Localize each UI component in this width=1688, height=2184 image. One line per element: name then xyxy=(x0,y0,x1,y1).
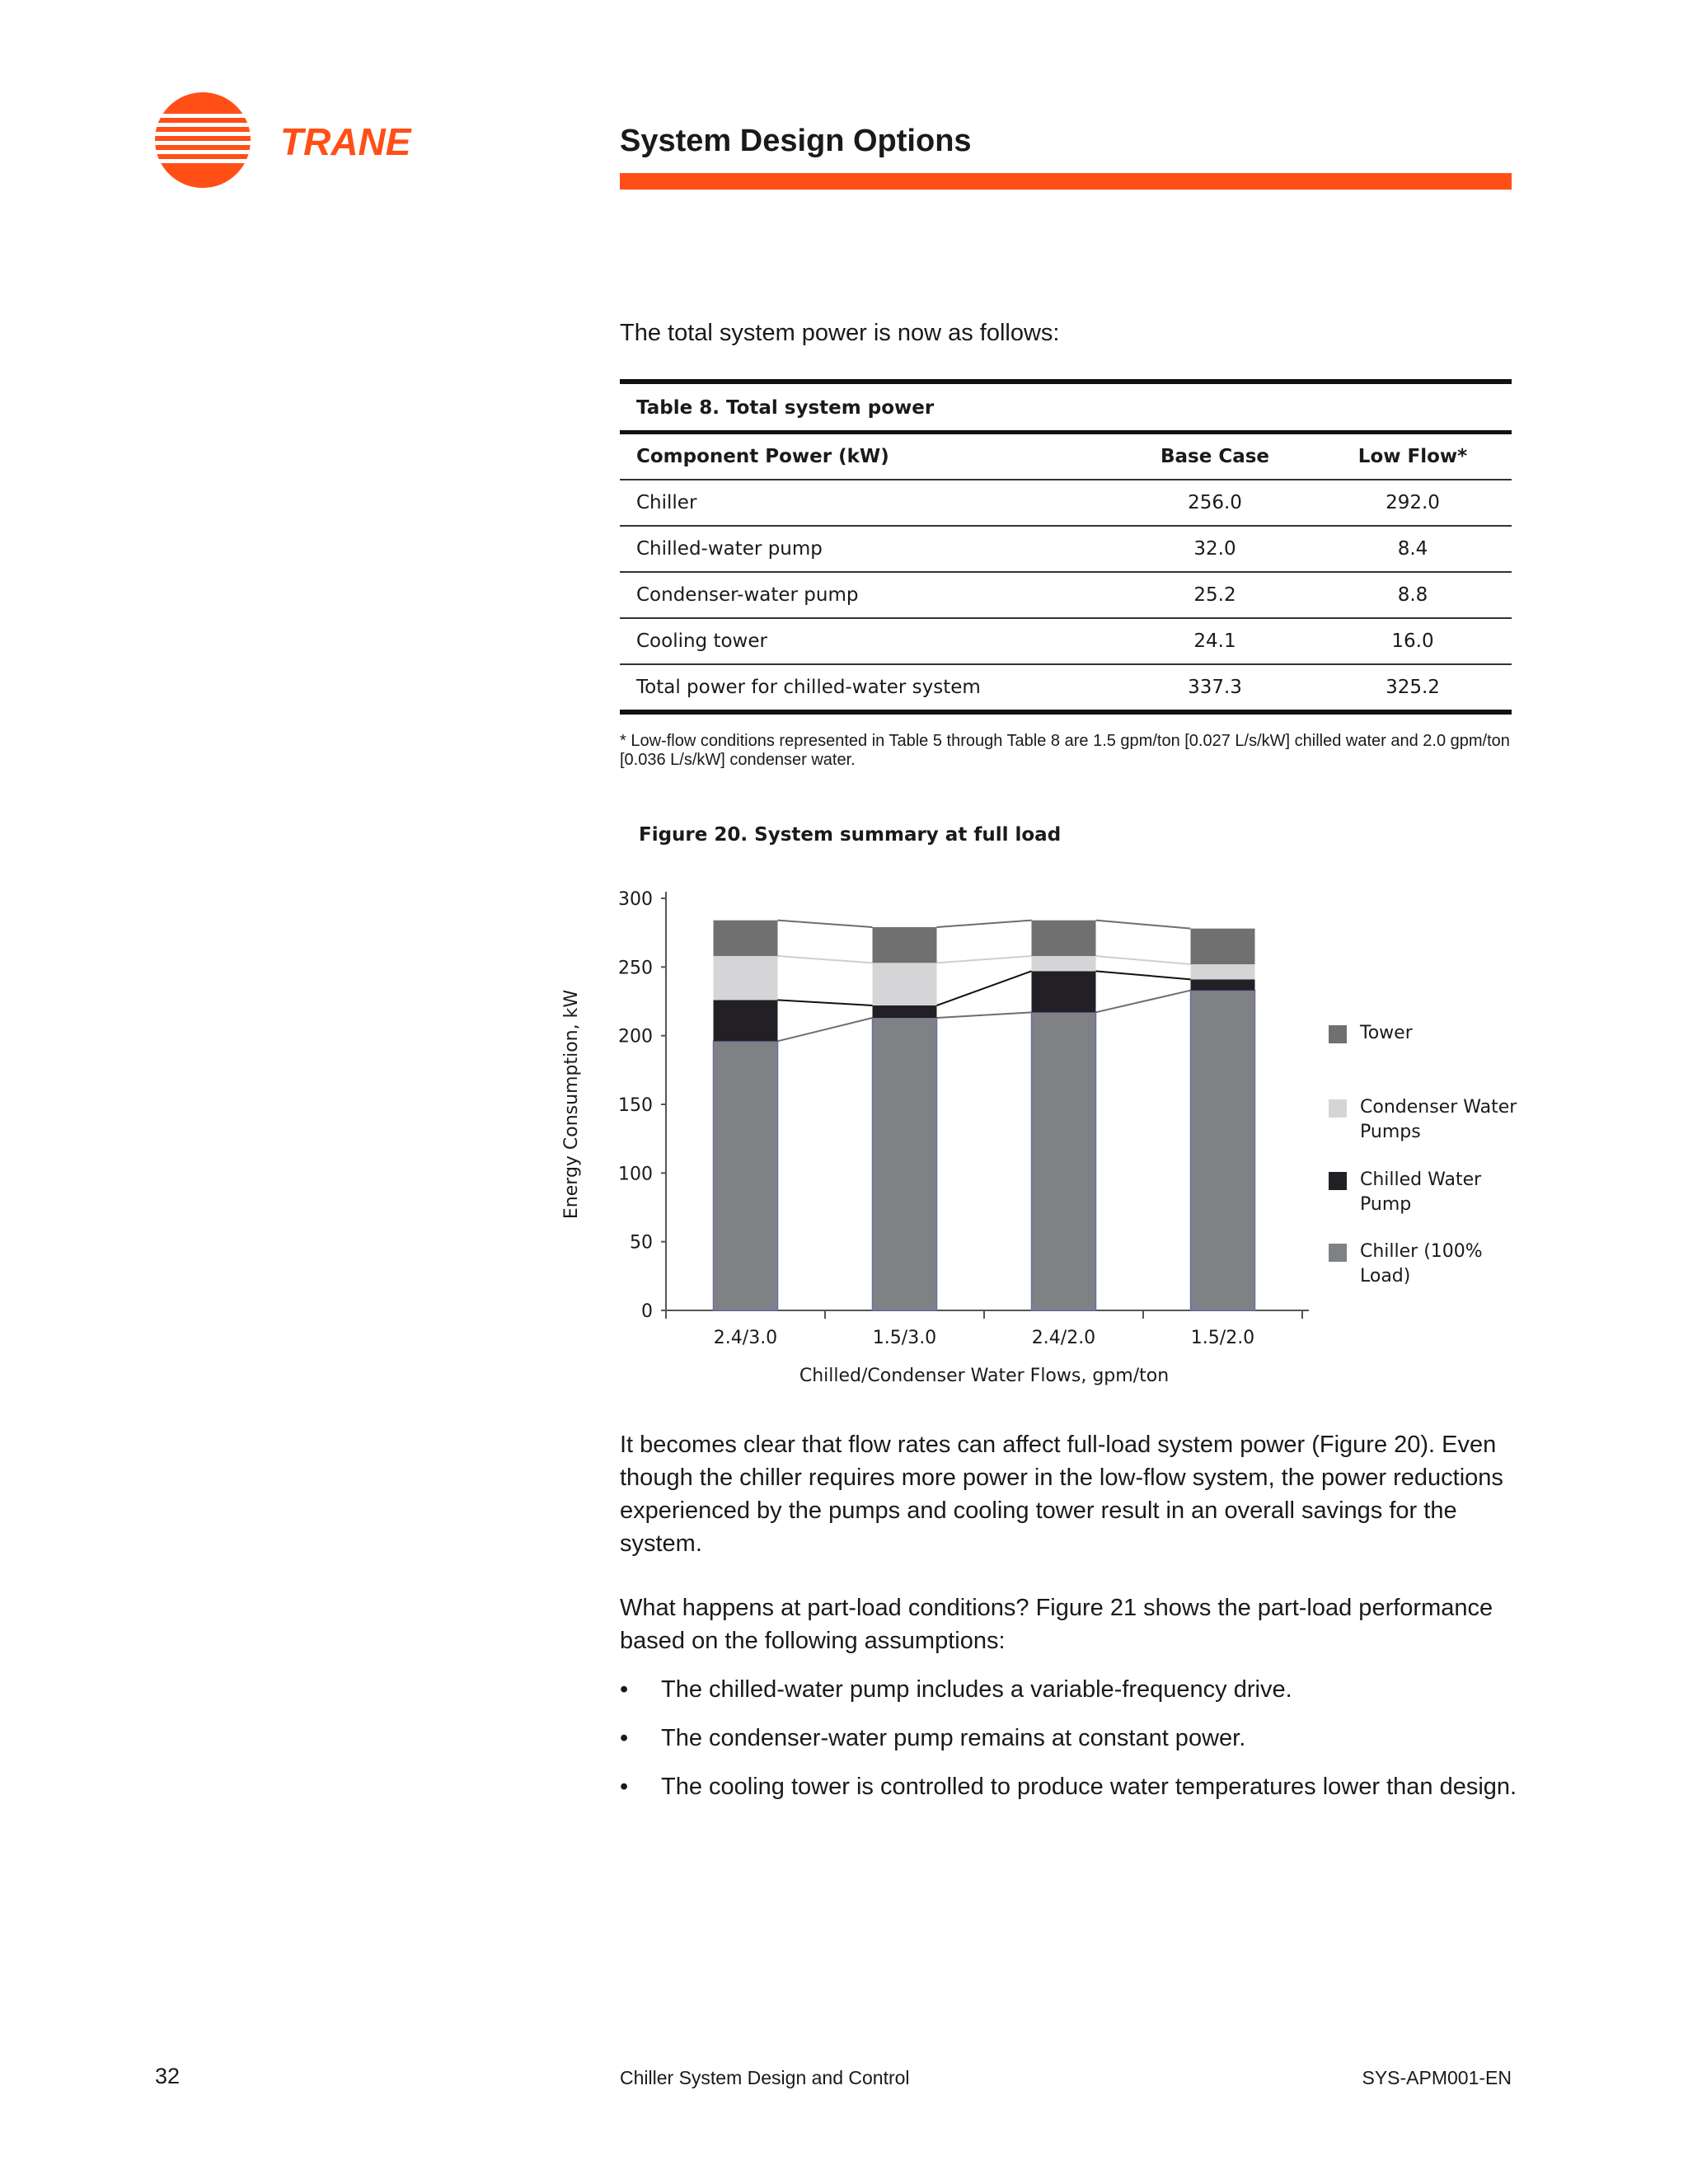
series-connector-line xyxy=(937,1012,1032,1018)
row-label: Chilled-water pump xyxy=(620,526,1116,572)
list-item: • The condenser-water pump remains at constant power. xyxy=(620,1722,1518,1755)
bar-segment xyxy=(873,927,937,963)
low-flow-value: 8.8 xyxy=(1314,572,1512,618)
bar-segment xyxy=(1032,1012,1096,1310)
legend-label: Pump xyxy=(1360,1194,1412,1215)
y-tick-label: 250 xyxy=(618,958,653,979)
series-connector-line xyxy=(1096,956,1191,964)
table-row-total xyxy=(620,664,1512,712)
bar-segment xyxy=(1032,971,1096,1012)
series-connector-line xyxy=(1096,971,1191,979)
bar-segment xyxy=(1032,956,1096,971)
y-tick-label: 50 xyxy=(630,1232,653,1254)
legend-label: Tower xyxy=(1360,1023,1413,1043)
brand-wordmark: TRANE xyxy=(280,120,411,163)
row-label: Cooling tower xyxy=(620,618,1116,664)
y-tick-label: 150 xyxy=(618,1095,653,1116)
series-connector-line xyxy=(778,921,873,927)
list-item: • The chilled-water pump includes a variable-frequency drive. xyxy=(620,1673,1518,1706)
chart-svg xyxy=(544,882,1533,1401)
footer-title: Chiller System Design and Control xyxy=(620,2067,910,2088)
legend-swatch xyxy=(1329,1025,1347,1043)
trane-logo xyxy=(155,92,452,191)
footer-doc-id: SYS-APM001-EN xyxy=(1362,2067,1512,2088)
y-axis-label: Energy Consumption, kW xyxy=(561,989,582,1220)
bar-segment xyxy=(714,1000,778,1041)
y-tick-label: 200 xyxy=(618,1026,653,1047)
base-case-value: 337.3 xyxy=(1116,664,1314,712)
series-connector-line xyxy=(937,956,1032,963)
series-connector-line xyxy=(778,1018,873,1041)
legend-label: Condenser Water xyxy=(1360,1097,1517,1118)
total-power-table xyxy=(620,379,1512,715)
low-flow-value: 325.2 xyxy=(1314,664,1512,712)
legend-swatch xyxy=(1329,1244,1347,1262)
low-flow-value: 8.4 xyxy=(1314,526,1512,572)
x-axis-label: Chilled/Condenser Water Flows, gpm/ton xyxy=(799,1366,1170,1386)
table-row xyxy=(620,480,1512,526)
y-tick-label: 300 xyxy=(618,889,653,910)
series-connector-line xyxy=(937,971,1032,1005)
list-item: • The cooling tower is controlled to produce water temperatures lower than design. xyxy=(620,1770,1518,1803)
column-header-low-flow: Low Flow* xyxy=(1314,434,1512,480)
table-footnote: * Low-flow conditions represented in Table 5 through Table 8 are 1.5 gpm/ton [0.027 L/s/kW] chilled water and 2.0 gpm/ton [0.036 L/s/kW] condenser water. xyxy=(620,732,1510,769)
title-accent-bar xyxy=(620,173,1512,190)
low-flow-value: 16.0 xyxy=(1314,618,1512,664)
figure-caption: Figure 20. System summary at full load xyxy=(639,824,1062,846)
table-row xyxy=(620,526,1512,572)
row-label: Chiller xyxy=(620,480,1116,526)
row-label: Condenser-water pump xyxy=(620,572,1116,618)
base-case-value: 24.1 xyxy=(1116,618,1314,664)
series-connector-line xyxy=(1096,991,1191,1013)
paragraph-part-load: What happens at part-load conditions? Figure 21 shows the part-load performance based on the following assumptions: xyxy=(620,1595,1493,1654)
legend-label: Chiller (100% xyxy=(1360,1241,1483,1262)
column-header-component: Component Power (kW) xyxy=(620,434,1116,480)
column-header-base-case: Base Case xyxy=(1116,434,1314,480)
row-label: Total power for chilled-water system xyxy=(620,664,1116,712)
x-tick-label: 2.4/2.0 xyxy=(1031,1328,1096,1348)
system-summary-chart xyxy=(544,882,1533,1401)
table-caption: Table 8. Total system power xyxy=(620,379,1512,434)
total-power-table-container xyxy=(620,379,1512,715)
base-case-value: 256.0 xyxy=(1116,480,1314,526)
low-flow-value: 292.0 xyxy=(1314,480,1512,526)
legend-label: Load) xyxy=(1360,1266,1411,1286)
intro-text: The total system power is now as follows: xyxy=(620,320,1060,346)
bar-segment xyxy=(1191,964,1255,979)
legend-label: Pumps xyxy=(1360,1122,1421,1142)
table-row xyxy=(620,618,1512,664)
table-row xyxy=(620,572,1512,618)
section-title: System Design Options xyxy=(620,124,972,158)
base-case-value: 25.2 xyxy=(1116,572,1314,618)
bar-segment xyxy=(1191,991,1255,1310)
x-tick-label: 1.5/3.0 xyxy=(872,1328,937,1348)
legend-swatch xyxy=(1329,1099,1347,1118)
series-connector-line xyxy=(778,1000,873,1005)
legend-swatch xyxy=(1329,1172,1347,1190)
bar-segment xyxy=(873,1005,937,1018)
legend-label: Chilled Water xyxy=(1360,1169,1482,1190)
paragraph-flow-rates: It becomes clear that flow rates can affect full-load system power (Figure 20). Even though the chiller requires more power in the low-flow system, the power reductions experienced by the pumps and cooling tower result in an overall savings for the system. xyxy=(620,1432,1503,1557)
y-tick-label: 0 xyxy=(641,1301,653,1322)
series-connector-line xyxy=(937,921,1032,927)
bar-segment xyxy=(1191,979,1255,990)
y-tick-label: 100 xyxy=(618,1164,653,1185)
bar-segment xyxy=(714,1041,778,1310)
x-tick-label: 1.5/2.0 xyxy=(1190,1328,1255,1348)
series-connector-line xyxy=(778,956,873,963)
base-case-value: 32.0 xyxy=(1116,526,1314,572)
bar-segment xyxy=(873,1018,937,1310)
page-number: 32 xyxy=(155,2064,181,2088)
x-tick-label: 2.4/3.0 xyxy=(713,1328,778,1348)
bar-segment xyxy=(714,956,778,1000)
bar-segment xyxy=(714,921,778,956)
assumptions-list xyxy=(620,1673,1518,1819)
bar-segment xyxy=(1032,921,1096,956)
series-connector-line xyxy=(1096,921,1191,929)
bar-segment xyxy=(1191,929,1255,964)
bar-segment xyxy=(873,963,937,1005)
table-header-row xyxy=(620,434,1512,480)
